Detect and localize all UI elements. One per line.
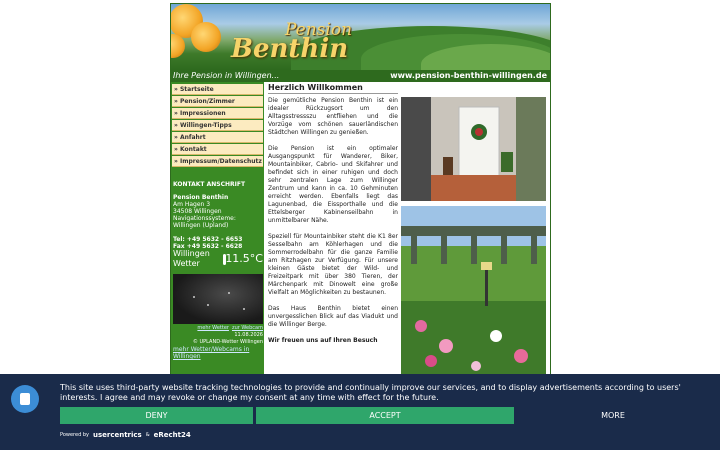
nav-item-kontakt[interactable]: » Kontakt xyxy=(172,144,263,155)
contact-fax: Fax +49 5632 - 6628 xyxy=(173,243,243,250)
powered-by-label: Powered by xyxy=(60,432,89,438)
contact-block xyxy=(171,168,264,250)
nav-item-startseite[interactable]: » Startseite xyxy=(172,84,263,95)
nav-item-willingen-tipps[interactable]: » Willingen-Tipps xyxy=(172,120,263,131)
header-strip xyxy=(171,70,550,82)
viaduct-garden-photo xyxy=(401,206,546,378)
powered-by xyxy=(60,431,191,439)
nav-item-impressionen[interactable]: » Impressionen xyxy=(172,108,263,119)
contact-street: Am Hagen 3 xyxy=(173,201,211,208)
nav-item-impressum[interactable]: » Impressum/Datenschutz xyxy=(174,158,262,165)
contact-tel: Tel: +49 5632 - 6653 xyxy=(173,236,243,243)
house-entrance-image xyxy=(401,97,546,201)
erecht24-logo[interactable]: eRecht24 xyxy=(153,431,191,439)
accept-button[interactable]: ACCEPT xyxy=(256,407,514,424)
nav-item-anfahrt[interactable]: » Anfahrt xyxy=(172,132,263,143)
contact-city: 34508 Willingen xyxy=(173,208,222,215)
main-content xyxy=(268,84,398,353)
weather-source: © UPLAND-Wetter Willingen xyxy=(192,339,263,345)
more-weather-webcams-link[interactable]: mehr Wetter/Webcams in Willingen xyxy=(173,346,250,360)
logo-pension: Pension xyxy=(285,20,353,40)
webcam-links xyxy=(173,325,263,345)
webcam-light xyxy=(243,308,245,310)
header-banner xyxy=(171,4,550,70)
weather-temperature: 11.5°C xyxy=(225,252,263,265)
paragraph-view: Das Haus Benthin bietet einen unvergesslichen Blick auf das Viadukt und die Willinger Berge. xyxy=(268,305,398,328)
paragraph-location: Die Pension ist ein optimaler Ausgangspunkt für Wanderer, Biker, Mountainbiker, Cabrio- und Skifahrer und befindet sich in einer ruhigen und doch sehr zentralen Lage zum Willinger Zentrum und kann in ca. 10 Gehminuten erreicht werden. Ebenfalls liegt das Lagunenbad, die Eissporthalle und die Ettelsberger Kabinenseilbahn in unmittelbarer Nähe. xyxy=(268,145,398,224)
rose xyxy=(191,22,221,52)
viaduct-garden-image xyxy=(401,206,546,378)
weather-label: Wetter xyxy=(173,259,200,268)
weather-date: 11.08.2026 xyxy=(234,332,263,338)
page-title: Herzlich Willkommen xyxy=(268,84,398,94)
more-button[interactable]: MORE xyxy=(518,407,708,424)
privacy-settings-icon[interactable] xyxy=(11,385,39,413)
deny-button[interactable]: DENY xyxy=(60,407,253,424)
contact-nav-city: Willingen (Upland) xyxy=(173,222,229,229)
consent-text: This site uses third-party website tracking technologies to provide and continually improve our services, and to display advertisements according to users' interests. I agree and may revoke or change my consent at any time with effect for the future. xyxy=(60,383,681,402)
ampersand: & xyxy=(145,432,150,438)
roses-image xyxy=(171,4,231,68)
webcam-image[interactable] xyxy=(173,274,263,324)
tagline: Ihre Pension in Willingen... xyxy=(173,71,280,80)
cookie-consent-banner xyxy=(0,374,720,450)
contact-name: Pension Benthin xyxy=(173,194,229,201)
site-url: www.pension-benthin-willingen.de xyxy=(390,71,547,80)
webcam-light xyxy=(207,304,209,306)
webcam-link[interactable]: zur Webcam xyxy=(231,325,263,331)
weather-widget xyxy=(173,249,263,269)
paragraph-closing: Wir freuen uns auf Ihren Besuch xyxy=(268,337,378,344)
main-nav xyxy=(171,82,264,167)
logo-benthin: Benthin xyxy=(231,34,349,64)
usercentrics-logo[interactable]: usercentrics xyxy=(92,431,142,439)
webcam-light xyxy=(193,296,195,298)
house-entrance-photo xyxy=(401,97,546,201)
privacy-settings-glyph xyxy=(20,393,30,405)
paragraph-intro: Die gemütliche Pension Benthin ist ein idealer Rückzugsort um den Alltagsstressszu entfliehen und die Vorzüge vom schönen sauerländischen Städtchen Willingen zu genießen. xyxy=(268,97,398,136)
contact-heading: KONTAKT ANSCHRIFT xyxy=(173,181,246,188)
more-weather-link[interactable]: mehr Wetter xyxy=(197,325,229,331)
contact-nav-label: Navigationssysteme: xyxy=(173,215,236,222)
nav-item-pension-zimmer[interactable]: » Pension/Zimmer xyxy=(172,96,263,107)
paragraph-activities: Speziell für Mountainbiker steht die K1 8er Sesselbahn am Köhlerhagen und die Sommerrodelbahn für die ganze Familie am Ritzhagen zur Verfügung. Für unsere kleinen Gäste bietet der Wild- und Freizeitpark mit über 380 Tieren, der Märchenpark mit Dinowelt eine große Vielfalt an Möglichkeiten zu bestaunen. xyxy=(268,233,398,296)
webcam-light xyxy=(228,292,230,294)
weather-city: Willingen xyxy=(173,249,210,258)
